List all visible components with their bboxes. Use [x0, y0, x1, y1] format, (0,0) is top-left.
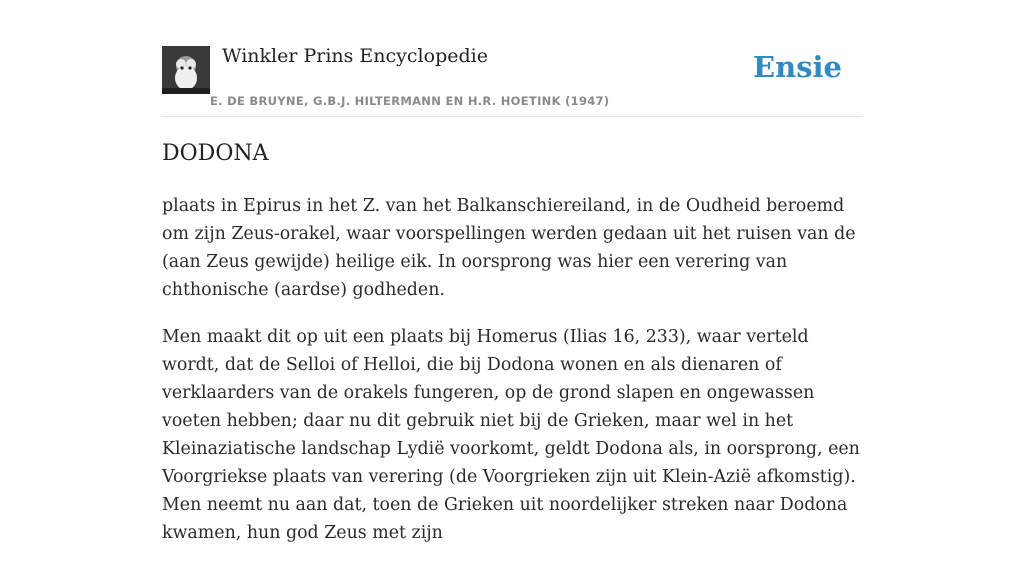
author-portrait-icon — [162, 46, 210, 94]
author-avatar[interactable] — [162, 46, 210, 94]
article-paragraph: Men maakt dit op uit een plaats bij Homerus (Ilias 16, 233), waar verteld wordt, dat de Selloi of Helloi, die bij Dodona wonen en als dienaren of verklaarders van de orakels fungeren, op de grond slapen en ongewassen voeten hebben; daar nu dit gebruik niet bij de Grieken, maar wel in het Kleinaziatische landschap Lydië voorkomt, geldt Dodona als, in oorsprong, een Voorgriekse plaats van verering (de Voorgrieken zijn uit Klein-Azië afkomstig). Men neemt nu aan dat, toen de Grieken uit noordelijker streken naar Dodona kwamen, hun god Zeus met zijn — [162, 327, 860, 543]
authors-line: E. DE BRUYNE, G.B.J. HILTERMANN EN H.R. HOETINK (1947) — [210, 94, 610, 108]
article-body — [162, 192, 862, 566]
article-title: DODONA — [162, 141, 269, 166]
site-header — [162, 0, 862, 117]
article-paragraph: plaats in Epirus in het Z. van het Balkanschiereiland, in de Oudheid beroemd om zijn Zeus-orakel, waar voorspellingen werden gedaan uit het ruisen van de (aan Zeus gewijde) heilige eik. In oorsprong was hier een verering van chthonische (aardse) godheden. — [162, 196, 856, 300]
article-container — [162, 0, 862, 543]
site-title[interactable]: Winkler Prins Encyclopedie — [222, 45, 488, 67]
brand-logo[interactable]: Ensie — [753, 50, 842, 84]
